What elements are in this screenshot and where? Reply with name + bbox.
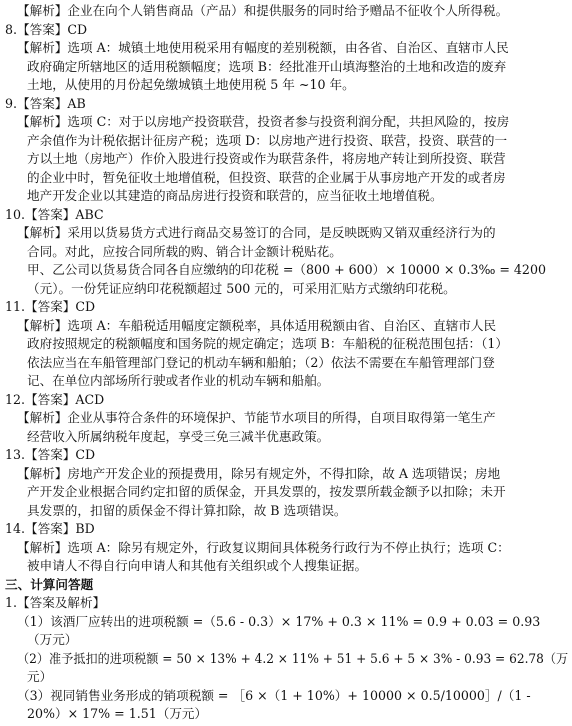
analysis-12-line-2: 经营收入所属纳税年度起，享受三免三减半优惠政策。 [27, 428, 330, 444]
analysis-7: 【解析】企业在向个人销售商品（产品）和提供服务的同时给予赠品不征收个人所得税。 [17, 3, 509, 18]
calc-2-line-2: 元） [27, 669, 53, 684]
analysis-11-line-4: 记、在单位内部场所行驶或者作业的机动车辆和船舶。 [27, 373, 330, 388]
analysis-9-line-3: 方以土地（房地产）作价入股进行投资或作为联营条件，将房地产转让到所投资、联营 [27, 151, 506, 166]
analysis-14-line-2: 被申请人不得自行向申请人和其他有关组织或个人搜集证据。 [27, 558, 368, 573]
answer-10: 10.【答案】ABC [5, 206, 104, 222]
answer-13: 13.【答案】CD [5, 447, 96, 462]
answer-14: 14.【答案】BD [5, 521, 95, 536]
analysis-11-line-2: 政府按照规定的税额幅度和国务院的规定确定；选项 B：车船税的征税范围包括：（1） [27, 336, 508, 351]
analysis-9-line-1: 【解析】选项 C：对于以房地产投资联营，投资者参与投资利润分配，共担风险的，按房 [17, 114, 510, 129]
analysis-9-line-2: 产余值作为计税依据计征房产税；选项 D：以房地产进行投资、联营，投资、联营的一 [27, 132, 508, 148]
answer-12: 12.【答案】ACD [5, 391, 105, 407]
analysis-9-line-4: 的企业中时，暂免征收土地增值税，但投资、联营的企业属于从事房地产开发的或者房 [27, 169, 506, 185]
calc-1-line-2: （万元） [27, 632, 78, 647]
analysis-8-line-3: 土地，从使用的月份起免缴城镇土地使用税 5 年 ~10 年。 [27, 77, 355, 92]
analysis-10-line-3: 甲、乙公司以货易货合同各自应缴纳的印花税 =（800 + 600）× 10000 × 0.3‰ = 4200 [27, 262, 546, 277]
analysis-12-line-1: 【解析】企业从事符合条件的环境保护、节能节水项目的所得，自项目取得第一笔生产 [17, 410, 496, 425]
answer-8: 8.【答案】CD [5, 21, 88, 37]
calc-3-line-2: 20%）× 17% = 1.51（万元） [27, 706, 208, 721]
analysis-11-line-3: 依法应当在车船管理部门登记的机动车辆和船舶；（2）依法不需要在车船管理部门登 [27, 354, 495, 370]
analysis-13-line-2: 产开发企业根据合同约定扣留的质保金，开具发票的，按发票所载金额予以扣除；未开 [27, 484, 506, 499]
analysis-9-line-5: 地产开发企业以其建造的商品房进行投资和联营的，应当征收土地增值税。 [27, 188, 443, 203]
analysis-14-line-1: 【解析】选项 A：除另有规定外，行政复议期间具体税务行政行为不停止执行；选项 C： [17, 539, 510, 555]
analysis-13-line-3: 具发票的，扣留的质保金不得计算扣除，故 B 选项错误。 [27, 502, 347, 518]
answer-calc-1: 1.【答案及解析】 [5, 595, 106, 610]
calc-3-line-1: （3）视同销售业务形成的销项税额 = ［6 ×（1 + 10%）+ 10000 × 0.5/10000］/（1 - [17, 687, 531, 703]
analysis-10-line-2: 合同。对此，应按合同所载的购、销合计金额计税贴花。 [27, 243, 342, 259]
answer-9: 9.【答案】AB [5, 95, 86, 111]
section-heading-calculation: 三、计算问答题 [5, 576, 94, 592]
analysis-10-line-1: 【解析】采用以货易货方式进行商品交易签订的合同，是反映既购又销双重经济行为的 [17, 225, 496, 240]
analysis-8-line-1: 【解析】选项 A：城镇土地使用税采用有幅度的差别税额，由各省、自治区、直辖市人民 [17, 40, 509, 55]
calc-1-line-1: （1）该酒厂应转出的进项税额 =（5.6 - 0.3）× 17% + 0.3 × 11% = 0.9 + 0.03 = 0.93 [17, 613, 541, 629]
analysis-10-line-4: （元）。一份凭证应纳印花税额超过 500 元的，可采用汇贴方式缴纳印花税。 [27, 280, 456, 296]
analysis-13-line-1: 【解析】房地产开发企业的预提费用，除另有规定外，不得扣除，故 A 选项错误；房地 [17, 465, 501, 481]
analysis-11-line-1: 【解析】选项 A：车船税适用幅度定额税率，具体适用税额由省、自治区、直辖市人民 [17, 317, 497, 333]
analysis-8-line-2: 政府确定所辖地区的适用税额幅度；选项 B：经批准开山填海整治的土地和改造的废弃 [27, 58, 507, 74]
calc-2-line-1: （2）准予抵扣的进项税额 = 50 × 13% + 4.2 × 11% + 51 + 5.6 + 5 × 3% - 0.93 = 62.78（万 [17, 650, 569, 666]
answer-11: 11.【答案】CD [5, 299, 96, 314]
